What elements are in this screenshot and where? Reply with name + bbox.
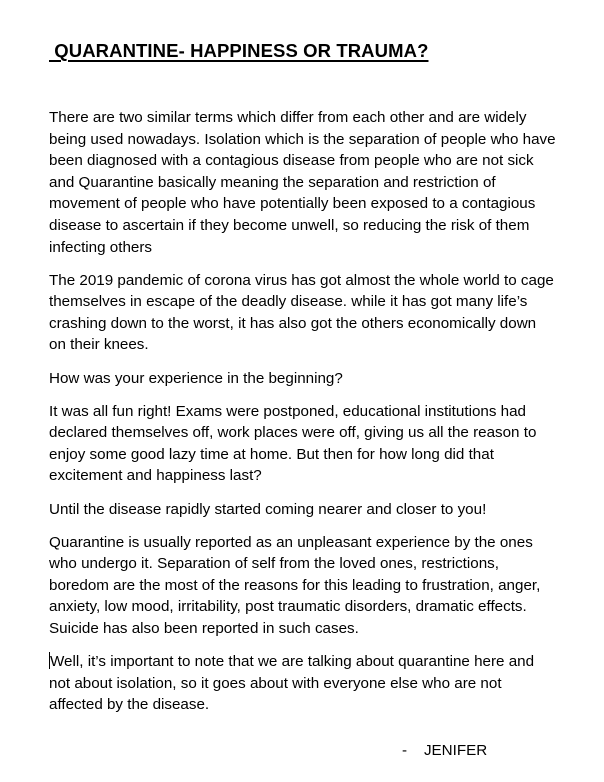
paragraph-effects: Quarantine is usually reported as an unpleasant experience by the ones who undergo it. Separation of self from the loved ones, restrictions, boredom are the most of the reasons for this leading to frustration, anger, anxiety, low mood, irritability, post traumatic disorders, dramatic effects. Suicide has also been reported in such cases. xyxy=(49,533,541,637)
paragraph-pandemic: The 2019 pandemic of corona virus has got almost the whole world to cage themselves in escape of the deadly disease. while it has got many life’s crashing down to the worst, it has also got the others economically down on their knees. xyxy=(49,271,554,354)
document-body[interactable] xyxy=(49,107,589,727)
paragraph-disease-nearer: Until the disease rapidly started coming nearer and closer to you! xyxy=(49,500,487,518)
signature xyxy=(402,742,487,759)
paragraph-beginning: It was all fun right! Exams were postponed, educational institutions had declared themselves off, work places were off, giving us all the reason to enjoy some good lazy time at home. But then for how long did that excitement and happiness last? xyxy=(49,402,537,485)
signature-dash: - xyxy=(402,742,408,759)
signature-name: JENIFER xyxy=(423,742,488,759)
paragraph-conclusion xyxy=(49,651,589,716)
paragraph-conclusion-text: Well, it’s important to note that we are talking about quarantine here and not about isolation, so it goes about with everyone else who are not affected by the disease. xyxy=(49,653,535,714)
paragraph-question: How was your experience in the beginning? xyxy=(49,369,343,387)
document-title: QUARANTINE- HAPPINESS OR TRAUMA? xyxy=(49,40,429,61)
paragraph-definitions: There are two similar terms which differ from each other and are widely being used nowadays. Isolation which is the separation of people who have been diagnosed with a contagious disease from people who are not sick and Quarantine basically meaning the separation and restriction of movement of people who have potentially been exposed to a contagious disease to ascertain if they become unwell, so reducing the risk of them infecting others xyxy=(49,109,556,256)
